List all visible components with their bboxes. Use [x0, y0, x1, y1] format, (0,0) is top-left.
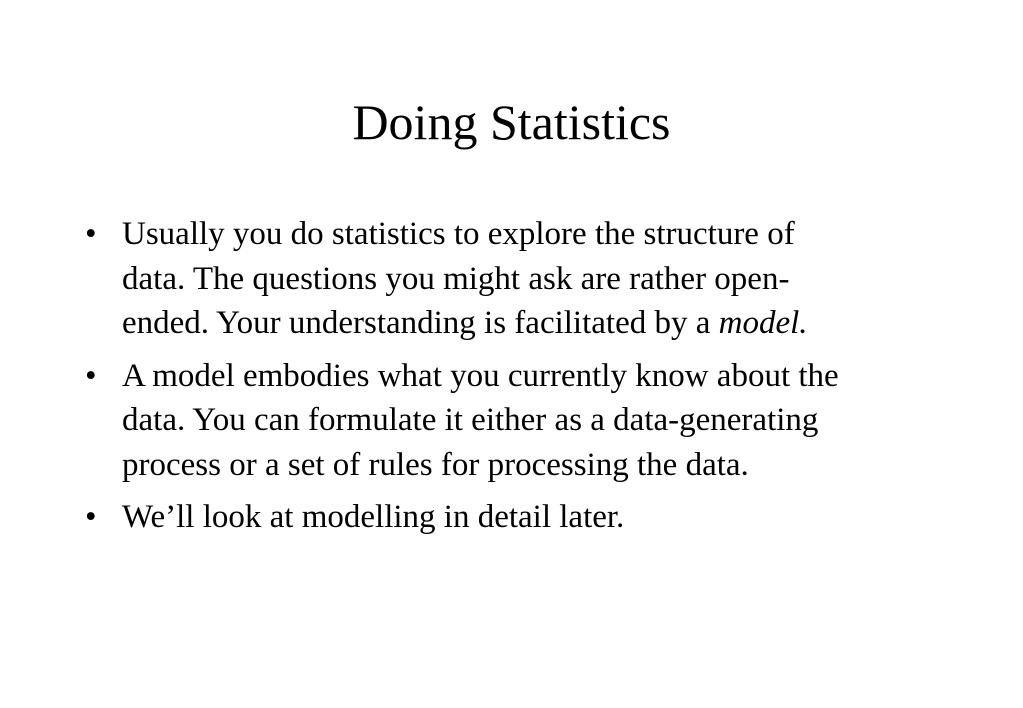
- bullet-item-2: [85, 354, 935, 488]
- bullet-1-line-3: [122, 301, 935, 346]
- bullet-item-3: [85, 495, 935, 540]
- bullet-2-line-3: process or a set of rules for processing the data.: [122, 446, 749, 483]
- bullet-2-line-2: data. You can formulate it either as a data-generating: [122, 402, 819, 438]
- bullet-1-line-2: data. The questions you might ask are rather open-: [122, 260, 790, 297]
- bullet-icon: •: [85, 357, 97, 394]
- bullet-3-line-1: We’ll look at modelling in detail later.: [122, 499, 625, 535]
- bullet-1-line-3-text: ended. Your understanding is facilitated by a: [122, 305, 719, 341]
- slide-title: Doing Statistics: [352, 94, 671, 150]
- emphasis-model: model.: [718, 305, 808, 341]
- bullet-icon: •: [85, 216, 97, 252]
- bullet-2-line-1: A model embodies what you currently know about the: [122, 357, 839, 394]
- bullet-item-1: [85, 212, 935, 346]
- bullet-icon: •: [85, 499, 97, 535]
- bullet-list: [85, 212, 935, 548]
- bullet-1-line-1: Usually you do statistics to explore the structure of: [122, 216, 795, 252]
